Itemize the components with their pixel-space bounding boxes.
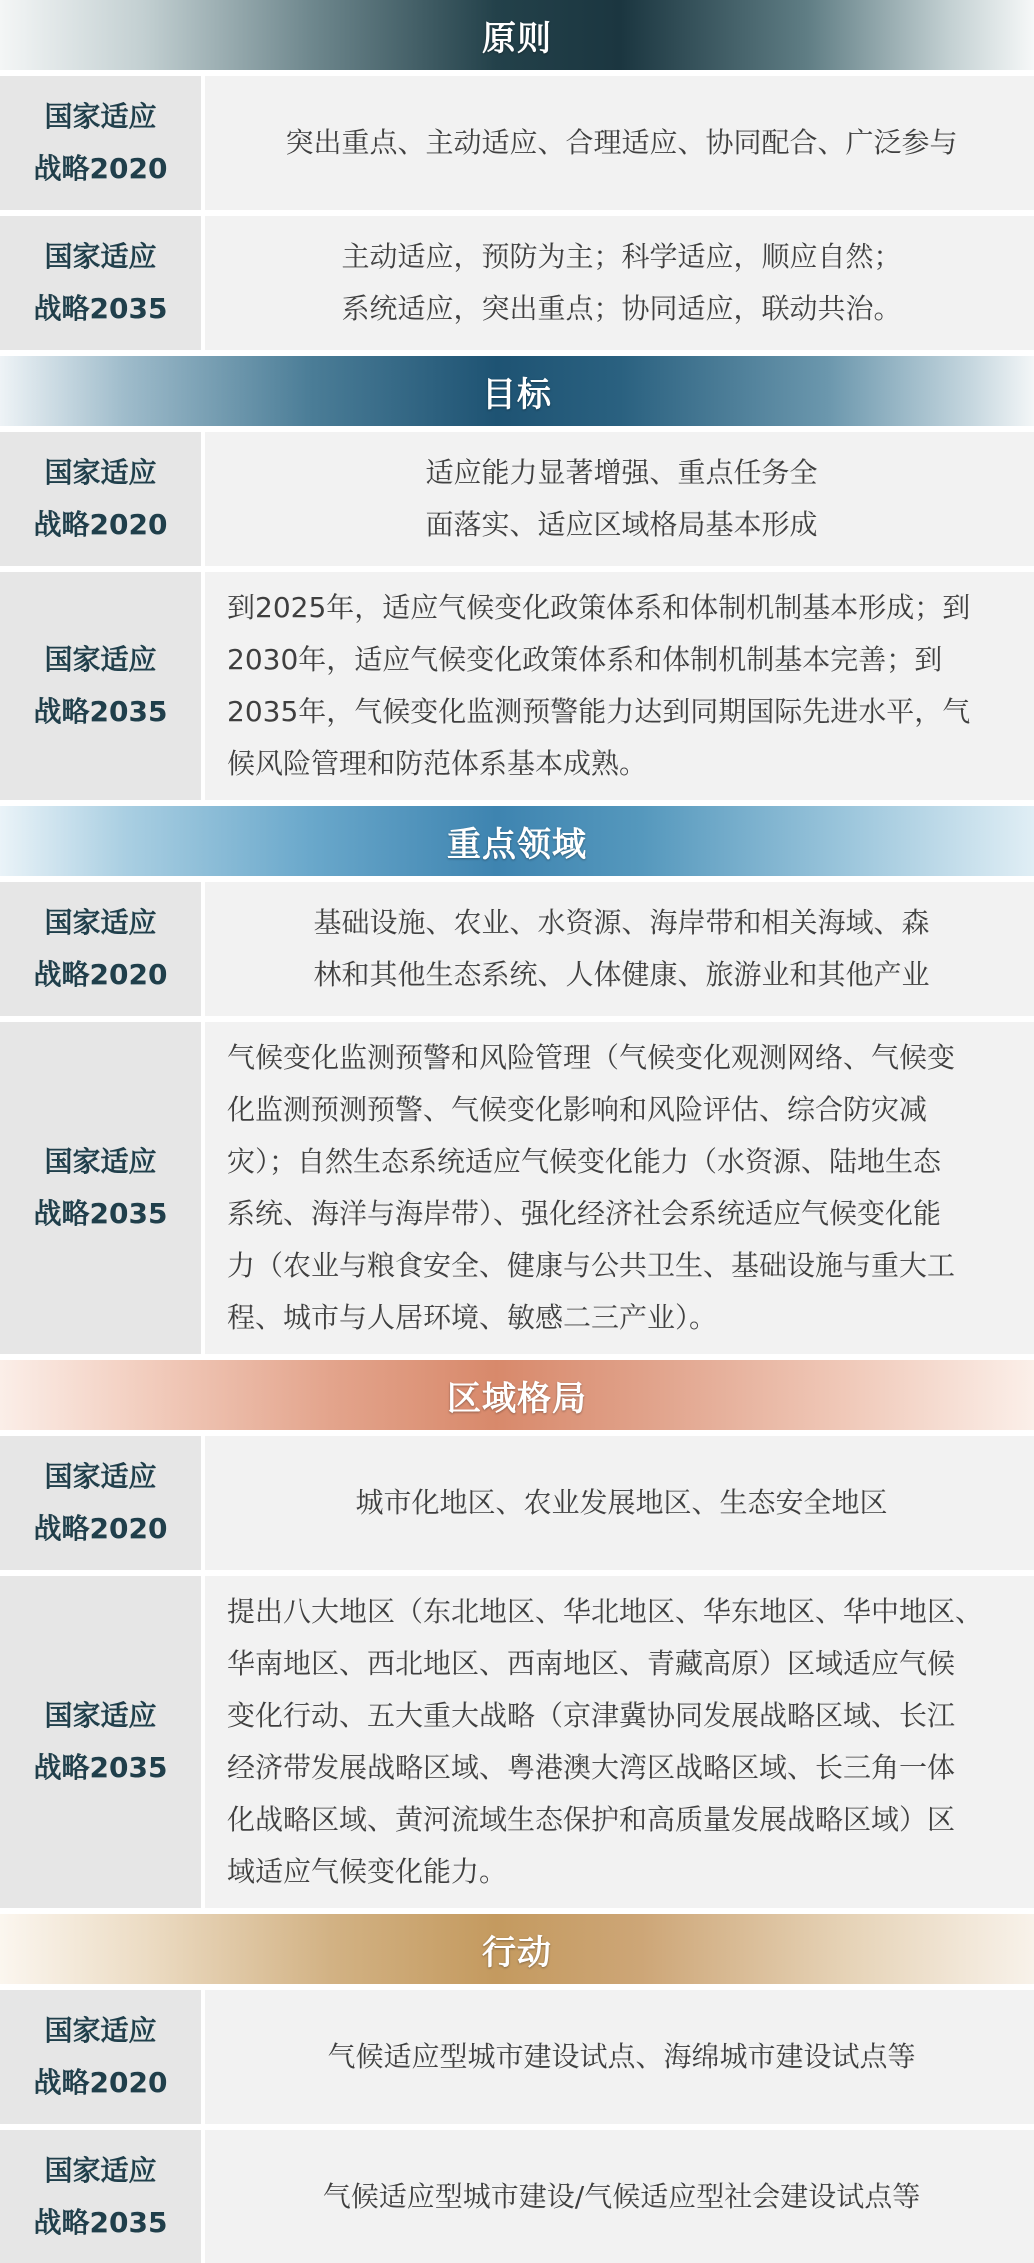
- table-row: [0, 76, 1034, 210]
- row-label: 国家适应 战略2035: [0, 572, 201, 800]
- row-content: 气候变化监测预警和风险管理（气候变化观测网络、气候变 化监测预测预警、气候变化影响和风险评估、综合防灾减 灾）；自然生态系统适应气候变化能力（水资源、陆地生态 系统、海洋与海岸带）、强化经济社会系统适应气候变化能 力（农业与粮食安全、健康与公共卫生、基础设施与重大工 程、城市与人居环境、敏感二三产业）。: [227, 1041, 956, 1334]
- table-row: [0, 1576, 1034, 1908]
- row-label: 国家适应 战略2035: [0, 216, 201, 350]
- section-title: 区域格局: [447, 1378, 587, 1419]
- section-header-goal: [0, 356, 1034, 426]
- section-header-regional-pattern: [0, 1360, 1034, 1430]
- table-row: [0, 1022, 1034, 1354]
- row-label: 国家适应 战略2035: [0, 2130, 201, 2263]
- row-content: 到2025年，适应气候变化政策体系和体制机制基本形成；到 2030年，适应气候变化政策体系和体制机制基本完善；到 2035年，气候变化监测预警能力达到同期国际先进水平，气 候风险管理和防范体系基本成熟。: [227, 591, 971, 780]
- section-title: 原则: [482, 18, 552, 59]
- row-label: 国家适应 战略2020: [0, 76, 201, 210]
- table-row: [0, 1990, 1034, 2124]
- section-title: 行动: [482, 1932, 552, 1973]
- row-content: 主动适应，预防为主；科学适应，顺应自然； 系统适应，突出重点；协同适应，联动共治。: [341, 240, 902, 325]
- table-row: [0, 572, 1034, 800]
- table-row: [0, 432, 1034, 566]
- section-title: 重点领域: [447, 824, 587, 865]
- row-content: 气候适应型城市建设/气候适应型社会建设试点等: [322, 2179, 921, 2213]
- row-content: 城市化地区、农业发展地区、生态安全地区: [355, 1486, 888, 1519]
- row-label: 国家适应 战略2020: [0, 1990, 201, 2124]
- table-row: [0, 1436, 1034, 1570]
- row-content: 适应能力显著增强、重点任务全 面落实、适应区域格局基本形成: [425, 456, 818, 541]
- table-row: [0, 882, 1034, 1016]
- section-header-key-fields: [0, 806, 1034, 876]
- table-row: [0, 2130, 1034, 2263]
- row-content: 突出重点、主动适应、合理适应、协同配合、广泛参与: [285, 126, 958, 159]
- row-content: 提出八大地区（东北地区、华北地区、华东地区、华中地区、 华南地区、西北地区、西南地区、青藏高原）区域适应气候 变化行动、五大重大战略（京津冀协同发展战略区域、长江 经济带发展战略区域、粤港澳大湾区战略区域、长三角一体 化战略区域、黄河流域生态保护和高质量发展战略区域）区 域适应气候变化能力。: [227, 1595, 984, 1888]
- row-label: 国家适应 战略2020: [0, 1436, 201, 1570]
- row-label: 国家适应 战略2020: [0, 432, 201, 566]
- section-title: 目标: [482, 374, 552, 415]
- section-header-principle: [0, 0, 1034, 70]
- row-content: 气候适应型城市建设试点、海绵城市建设试点等: [327, 2040, 916, 2073]
- row-label: 国家适应 战略2035: [0, 1022, 201, 1354]
- row-label: 国家适应 战略2035: [0, 1576, 201, 1908]
- section-header-action: [0, 1914, 1034, 1984]
- table-row: [0, 216, 1034, 350]
- row-content: 基础设施、农业、水资源、海岸带和相关海域、森 林和其他生态系统、人体健康、旅游业和其他产业: [313, 906, 930, 991]
- row-label: 国家适应 战略2020: [0, 882, 201, 1016]
